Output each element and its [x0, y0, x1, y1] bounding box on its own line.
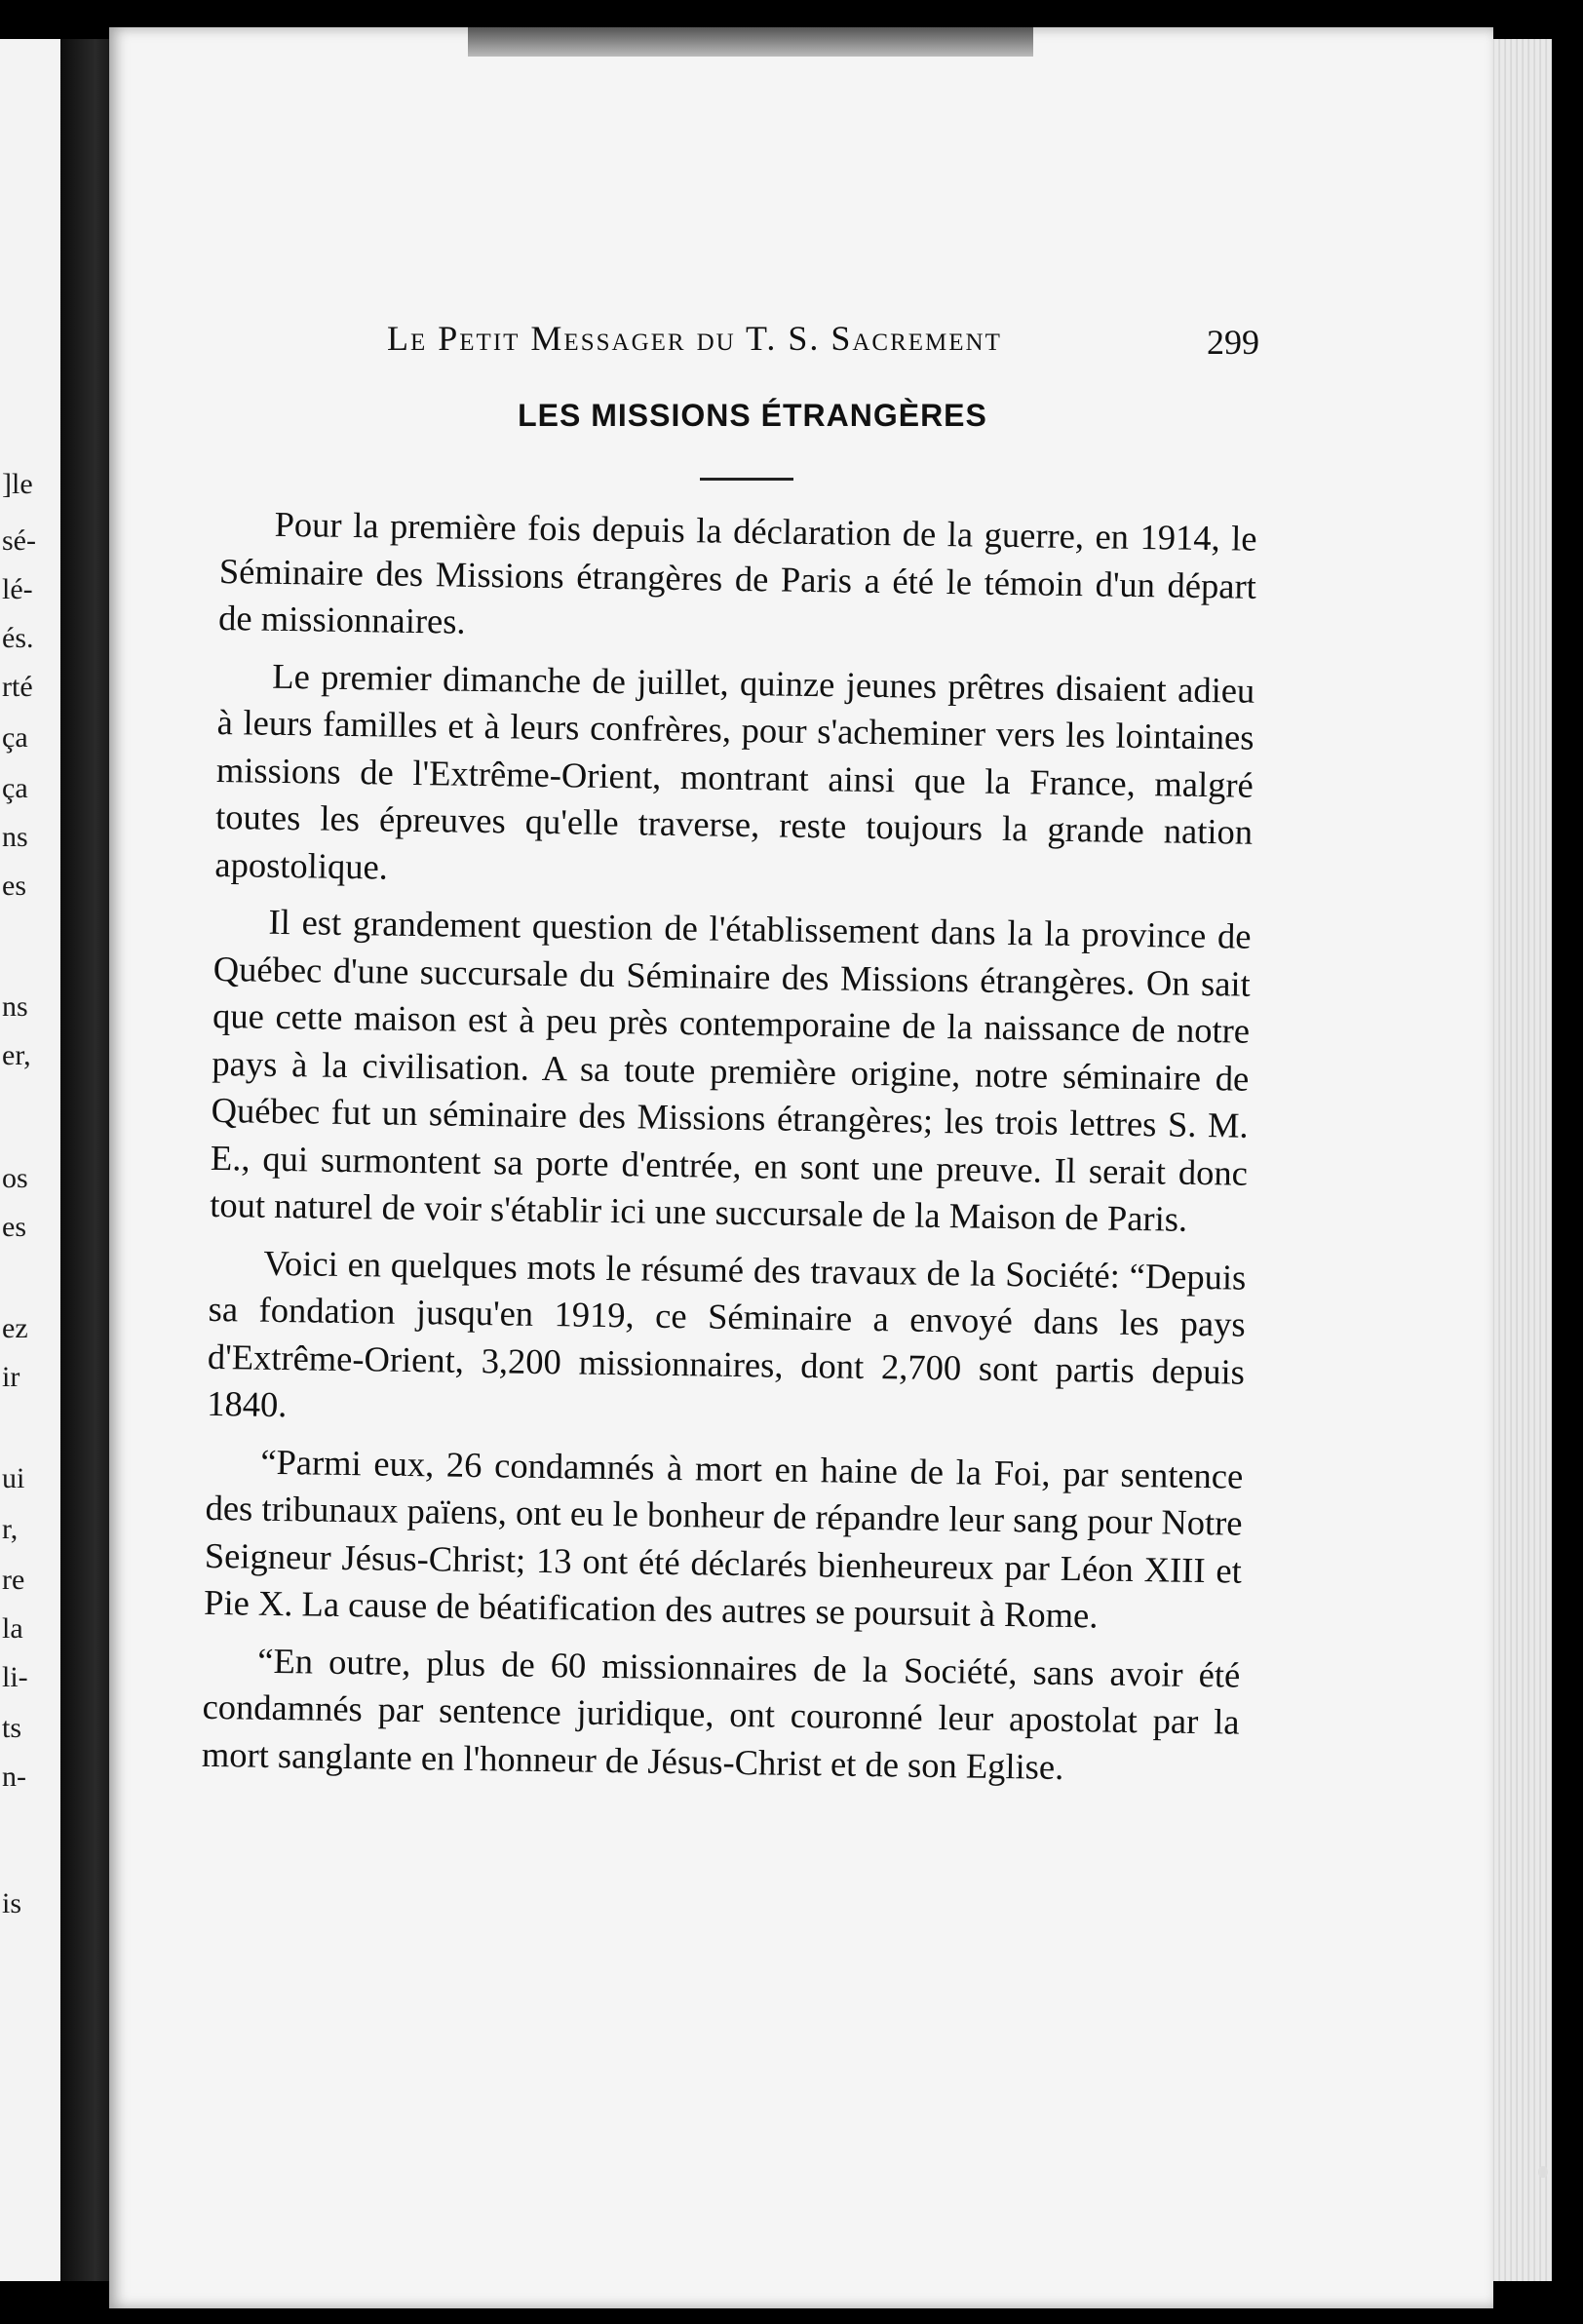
paragraph: Voici en quelques mots le résumé des travaux de la Société: “Depuis sa fondation jusqu'en 1919, ce Séminaire a envoyé dans les pays d'Extrême-Orient, 3,200 missionnaires, dont 2,700 sont partis depuis 1840. — [206, 1242, 1247, 1425]
left-page-fragment: ez — [2, 1312, 28, 1344]
paragraph: “Parmi eux, 26 condamnés à mort en haine de la Foi, par sentence des tribunaux païens, ont eu le bonheur de répandre leur sang pour Notre Seigneur Jésus-Christ; 13 ont été déclarés bienheureux par Léon XIII et Pie X. La cause de béatification des autres se poursuit à Rome. — [203, 1441, 1244, 1636]
left-page-fragment: ui — [2, 1462, 25, 1494]
left-page-fragment: ir — [2, 1361, 20, 1393]
left-page-fragment: os — [2, 1162, 28, 1194]
facing-page-fragment — [0, 39, 60, 2281]
article-title: LES MISSIONS ÉTRANGÈRES — [518, 398, 987, 433]
scan-top-shadow — [468, 27, 1033, 57]
left-page-fragment: is — [2, 1887, 22, 1919]
left-page-fragment: er, — [2, 1039, 31, 1071]
paragraph: “En outre, plus de 60 missionnaires de la Société, sans avoir été condamnés par sentence juridique, ont couronné leur apostolat par la mort sanglante en l'honneur de Jésus-Christ et de son Eglise. — [201, 1640, 1241, 1787]
left-page-fragment: lé- — [2, 573, 33, 605]
paragraph: Le premier dimanche de juillet, quinze jeunes prêtres disaient adieu à leurs familles et à leurs confrères, pour s'acheminer vers les lointaines missions de l'Extrême-Orient, montrant ainsi que la France, malgré toutes les épreuves qu'elle traverse, reste toujours la grande nation apostolique. — [214, 655, 1255, 887]
left-page-fragment: n- — [2, 1761, 26, 1793]
left-page-fragment: ns — [2, 990, 28, 1023]
article-body — [201, 500, 1256, 1803]
left-page-fragment: ça — [2, 772, 28, 804]
left-page-fragment: es — [2, 870, 26, 902]
scan-speck — [1538, 2166, 1548, 2178]
left-page-fragment: r, — [2, 1513, 19, 1545]
title-rule — [700, 478, 793, 481]
left-page-fragment: ts — [2, 1712, 22, 1744]
left-page-fragment: ]le — [2, 468, 33, 500]
left-page-fragment: sé- — [2, 524, 36, 557]
left-page-fragment: és. — [2, 622, 34, 654]
running-head: Le Petit Messager du T. S. Sacrement — [387, 319, 1002, 358]
page-number: 299 — [1207, 323, 1259, 362]
left-page-fragment: ça — [2, 721, 28, 754]
left-page-fragment: la — [2, 1612, 23, 1645]
left-page-fragment: ns — [2, 821, 28, 853]
book-page — [109, 27, 1493, 2308]
left-page-fragment: li- — [2, 1661, 28, 1693]
left-page-fragment: rté — [2, 671, 33, 703]
left-page-fragment: re — [2, 1564, 25, 1596]
paragraph: Pour la première fois depuis la déclaration de la guerre, en 1914, le Séminaire des Missions étrangères de Paris a été le témoin d'un départ de missionnaires. — [217, 503, 1257, 641]
left-page-fragment: es — [2, 1211, 26, 1243]
paragraph: Il est grandement question de l'établissement dans la la province de Québec d'une succursale du Séminaire des Missions étrangères. On sait que cette maison est à peu près contemporaine de la naissance de notre pays à la civilisation. A sa toute première origine, notre séminaire de Québec fut un séminaire des Missions étrangères; les trois lettres S. M. E., qui surmontent sa porte d'entrée, en sont une preuve. Il serait donc tout naturel de voir s'établir ici une succursale de la Maison de Paris. — [209, 901, 1252, 1239]
